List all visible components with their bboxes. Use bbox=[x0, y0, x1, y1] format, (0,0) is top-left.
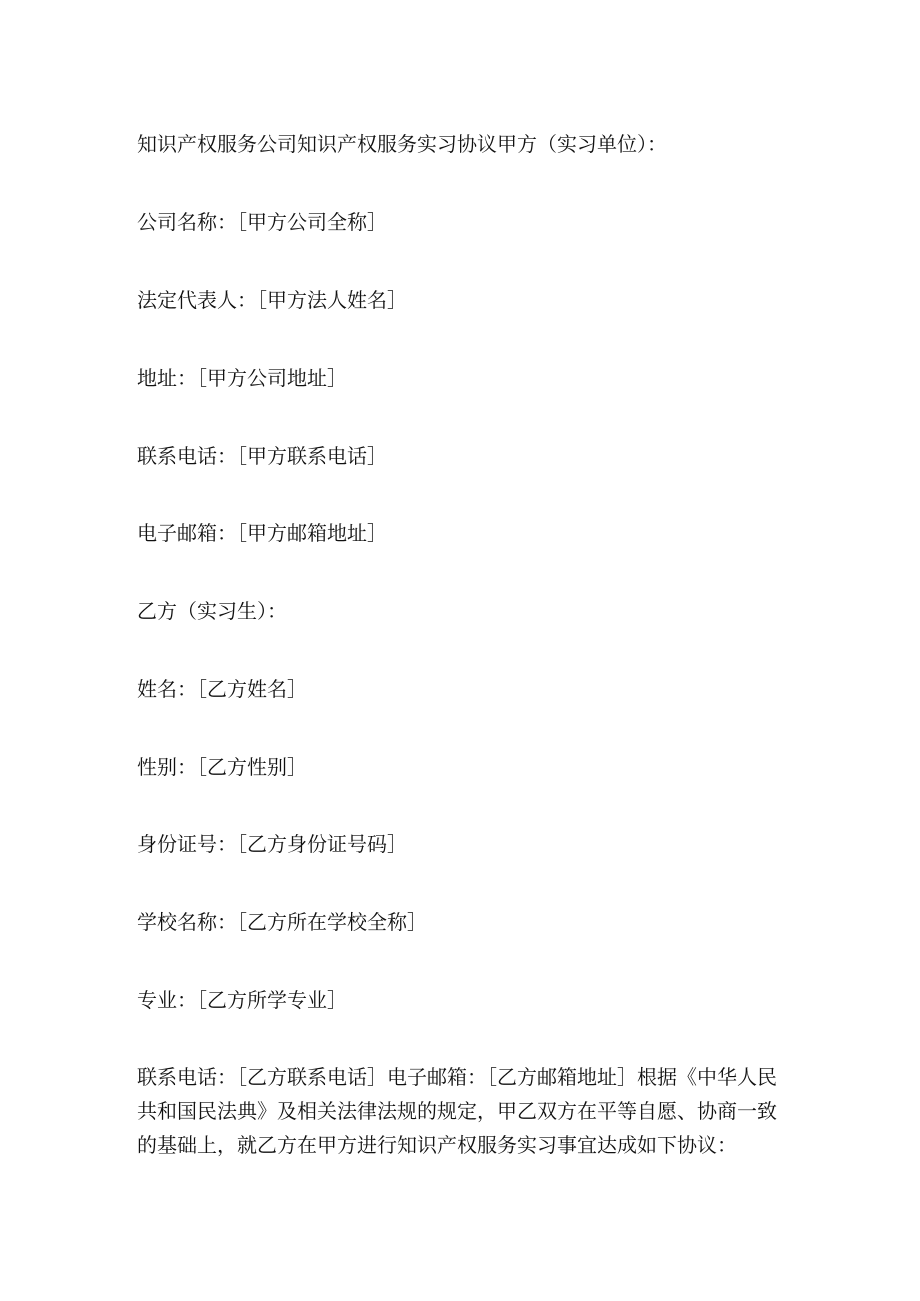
party-b-school: 学校名称：［乙方所在学校全称］ bbox=[137, 910, 427, 934]
closing-paragraph: 联系电话：［乙方联系电话］电子邮箱：［乙方邮箱地址］根据《中华人民共和国民法典》及相关法律法规的规定，甲乙双方在平等自愿、协商一致的基础上，就乙方在甲方进行知识产权服务实习事宜达成如下协议： bbox=[137, 1065, 777, 1157]
party-b-major: 专业：［乙方所学专业］ bbox=[137, 988, 347, 1012]
party-b-heading: 乙方（实习生）： bbox=[137, 599, 287, 623]
document-title-line: 知识产权服务公司知识产权服务实习协议甲方（实习单位）： bbox=[137, 132, 667, 156]
party-a-address: 地址：［甲方公司地址］ bbox=[137, 366, 347, 390]
party-a-legal-rep: 法定代表人：［甲方法人姓名］ bbox=[137, 288, 407, 312]
party-a-company-name: 公司名称：［甲方公司全称］ bbox=[137, 210, 387, 234]
party-b-id-number: 身份证号：［乙方身份证号码］ bbox=[137, 832, 407, 856]
party-b-name: 姓名：［乙方姓名］ bbox=[137, 677, 307, 701]
party-a-email: 电子邮箱：［甲方邮箱地址］ bbox=[137, 521, 387, 545]
party-b-gender: 性别：［乙方性别］ bbox=[137, 755, 307, 779]
party-a-phone: 联系电话：［甲方联系电话］ bbox=[137, 444, 387, 468]
